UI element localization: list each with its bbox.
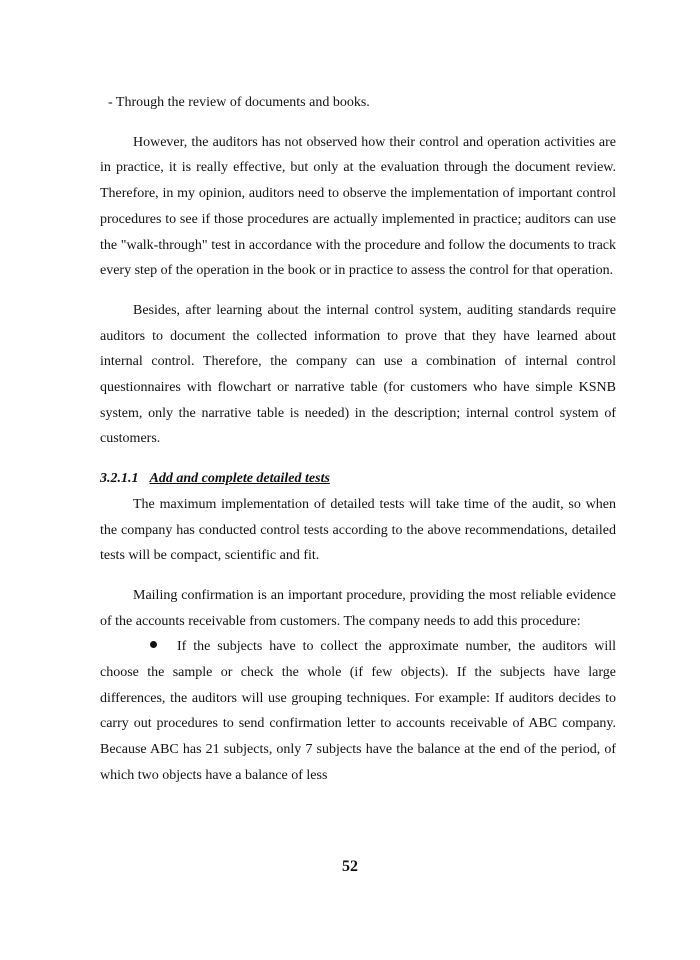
paragraph-mailing-confirmation: Mailing confirmation is an important procedure, providing the most reliable evidence of the accounts receivable from customers. The company needs to add this procedure: [100, 587, 616, 629]
paragraph-detailed-tests: The maximum implementation of detailed tests will take time of the audit, so when the company has conducted control tests according to the above recommendations, detailed tests will be compact, scientific and fit. [100, 496, 616, 564]
paragraph-documentation: Besides, after learning about the internal control system, auditing standards require auditors to document the collected information to prove that they have learned about internal control. Therefore, the company can use a combination of internal control questionnaires with flowchart or narrative table (for customers who have simple KSNB system, only the narrative table is needed) in the description; internal control system of customers. [100, 302, 616, 447]
page-number: 52 [342, 858, 358, 875]
bullet-text: If the subjects have to collect the approximate number, the auditors will choose the sample or check the whole (if few objects). If the subjects have large differences, the auditors will use grouping techniques. For example: If auditors decides to carry out procedures to send confirmation letter to accounts receivable of ABC company. Because ABC has 21 subjects, only 7 subjects have the balance at the end of the period, of which two objects have a balance of less [100, 639, 616, 783]
section-title: Add and complete detailed tests [149, 471, 330, 487]
page-body [100, 90, 616, 789]
bullet-icon [150, 641, 157, 648]
section-heading [100, 466, 616, 492]
paragraph-walk-through: However, the auditors has not observed how their control and operation activities are in practice, it is really effective, but only at the evaluation through the document review. Therefore, in my opinion, auditors need to observe the implementation of important control procedures to see if those procedures are actually implemented in practice; auditors can use the "walk-through" test in accordance with the procedure and follow the documents to track every step of the operation in the book or in practice to assess the control for that operation. [100, 134, 616, 279]
bullet-item [100, 634, 616, 788]
section-number: 3.2.1.1 [100, 471, 139, 487]
intro-line: - Through the review of documents and books. [108, 95, 370, 110]
